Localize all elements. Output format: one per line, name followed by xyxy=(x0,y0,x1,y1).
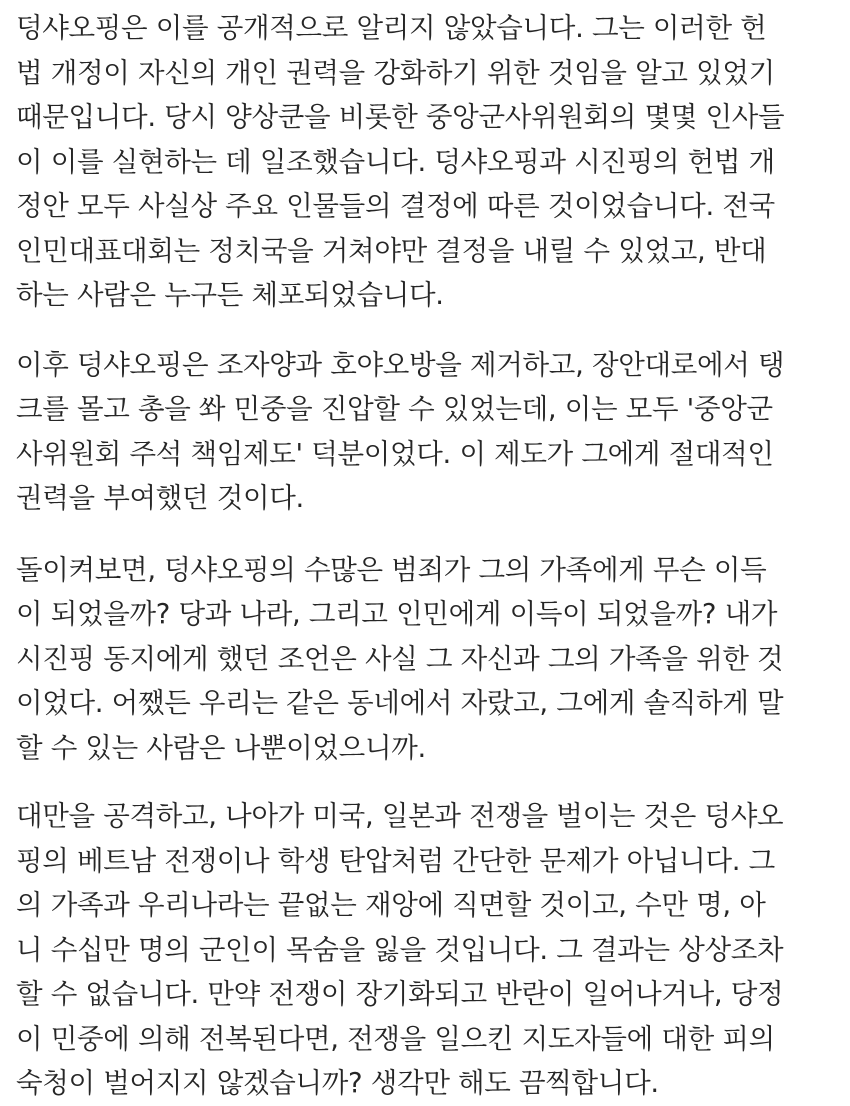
article-body xyxy=(16,6,840,1106)
paragraph-2 xyxy=(16,343,840,521)
text-line: 사위원회 주석 책임제도' 덕분이었다. 이 제도가 그에게 절대적인 xyxy=(16,437,774,470)
text-line: 정안 모두 사실상 주요 인물들의 결정에 따른 것이었습니다. 전국 xyxy=(16,190,775,222)
text-line: 돌이켜보면, 덩샤오핑의 수많은 범죄가 그의 가족에게 무슨 이득 xyxy=(16,553,767,586)
text-line: 숙청이 벌어지지 않겠습니까? 생각만 해도 끔찍합니다. xyxy=(16,1067,659,1099)
text-line: 때문입니다. 당시 양상쿤을 비롯한 중앙군사위원회의 몇몇 인사들 xyxy=(16,101,785,133)
text-line: 법 개정이 자신의 개인 권력을 강화하기 위한 것임을 알고 있었기 xyxy=(16,56,775,89)
text-line: 할 수 있는 사람은 나뿐이었으니까. xyxy=(16,731,426,764)
paragraph-spacer xyxy=(16,318,840,343)
text-line: 니 수십만 명의 군인이 목숨을 잃을 것입니다. 그 결과는 상상조차 xyxy=(16,933,784,966)
text-line: 시진핑 동지에게 했던 조언은 사실 그 자신과 그의 가족을 위한 것 xyxy=(16,642,784,675)
text-line: 이후 덩샤오핑은 조자양과 호야오방을 제거하고, 장안대로에서 탱 xyxy=(16,348,785,381)
paragraph-spacer xyxy=(16,770,840,794)
text-line: 핑의 베트남 전쟁이나 학생 탄압처럼 간단한 문제가 아닙니다. 그 xyxy=(16,844,775,877)
text-line: 이 민중에 의해 전복된다면, 전쟁을 일으킨 지도자들에 대한 피의 xyxy=(16,1022,775,1055)
paragraph-spacer xyxy=(16,521,840,548)
text-line: 하는 사람은 누구든 체포되었습니다. xyxy=(16,279,444,311)
text-line: 권력을 부여했던 것이다. xyxy=(16,482,304,514)
paragraph-1 xyxy=(16,6,840,318)
text-line: 덩샤오핑은 이를 공개적으로 알리지 않았습니다. 그는 이러한 헌 xyxy=(16,12,767,44)
text-line: 이었다. 어쨌든 우리는 같은 동네에서 자랐고, 그에게 솔직하게 말 xyxy=(16,687,784,719)
text-line: 대만을 공격하고, 나아가 미국, 일본과 전쟁을 벌이는 것은 덩샤오 xyxy=(16,800,784,832)
text-line: 의 가족과 우리나라는 끝없는 재앙에 직면할 것이고, 수만 명, 아 xyxy=(16,889,766,921)
text-line: 이 이를 실현하는 데 일조했습니다. 덩샤오핑과 시진핑의 헌법 개 xyxy=(16,145,775,178)
text-line: 크를 몰고 총을 쏴 민중을 진압할 수 있었는데, 이는 모두 '중앙군 xyxy=(16,393,773,425)
text-line: 이 되었을까? 당과 나라, 그리고 인민에게 이득이 되었을까? 내가 xyxy=(16,598,778,630)
paragraph-4 xyxy=(16,794,840,1106)
text-line: 할 수 없습니다. 만약 전쟁이 장기화되고 반란이 일어나거나, 당정 xyxy=(16,978,784,1010)
text-line: 인민대표대회는 정치국을 거쳐야만 결정을 내릴 수 있었고, 반대 xyxy=(16,234,767,267)
paragraph-3 xyxy=(16,548,840,771)
